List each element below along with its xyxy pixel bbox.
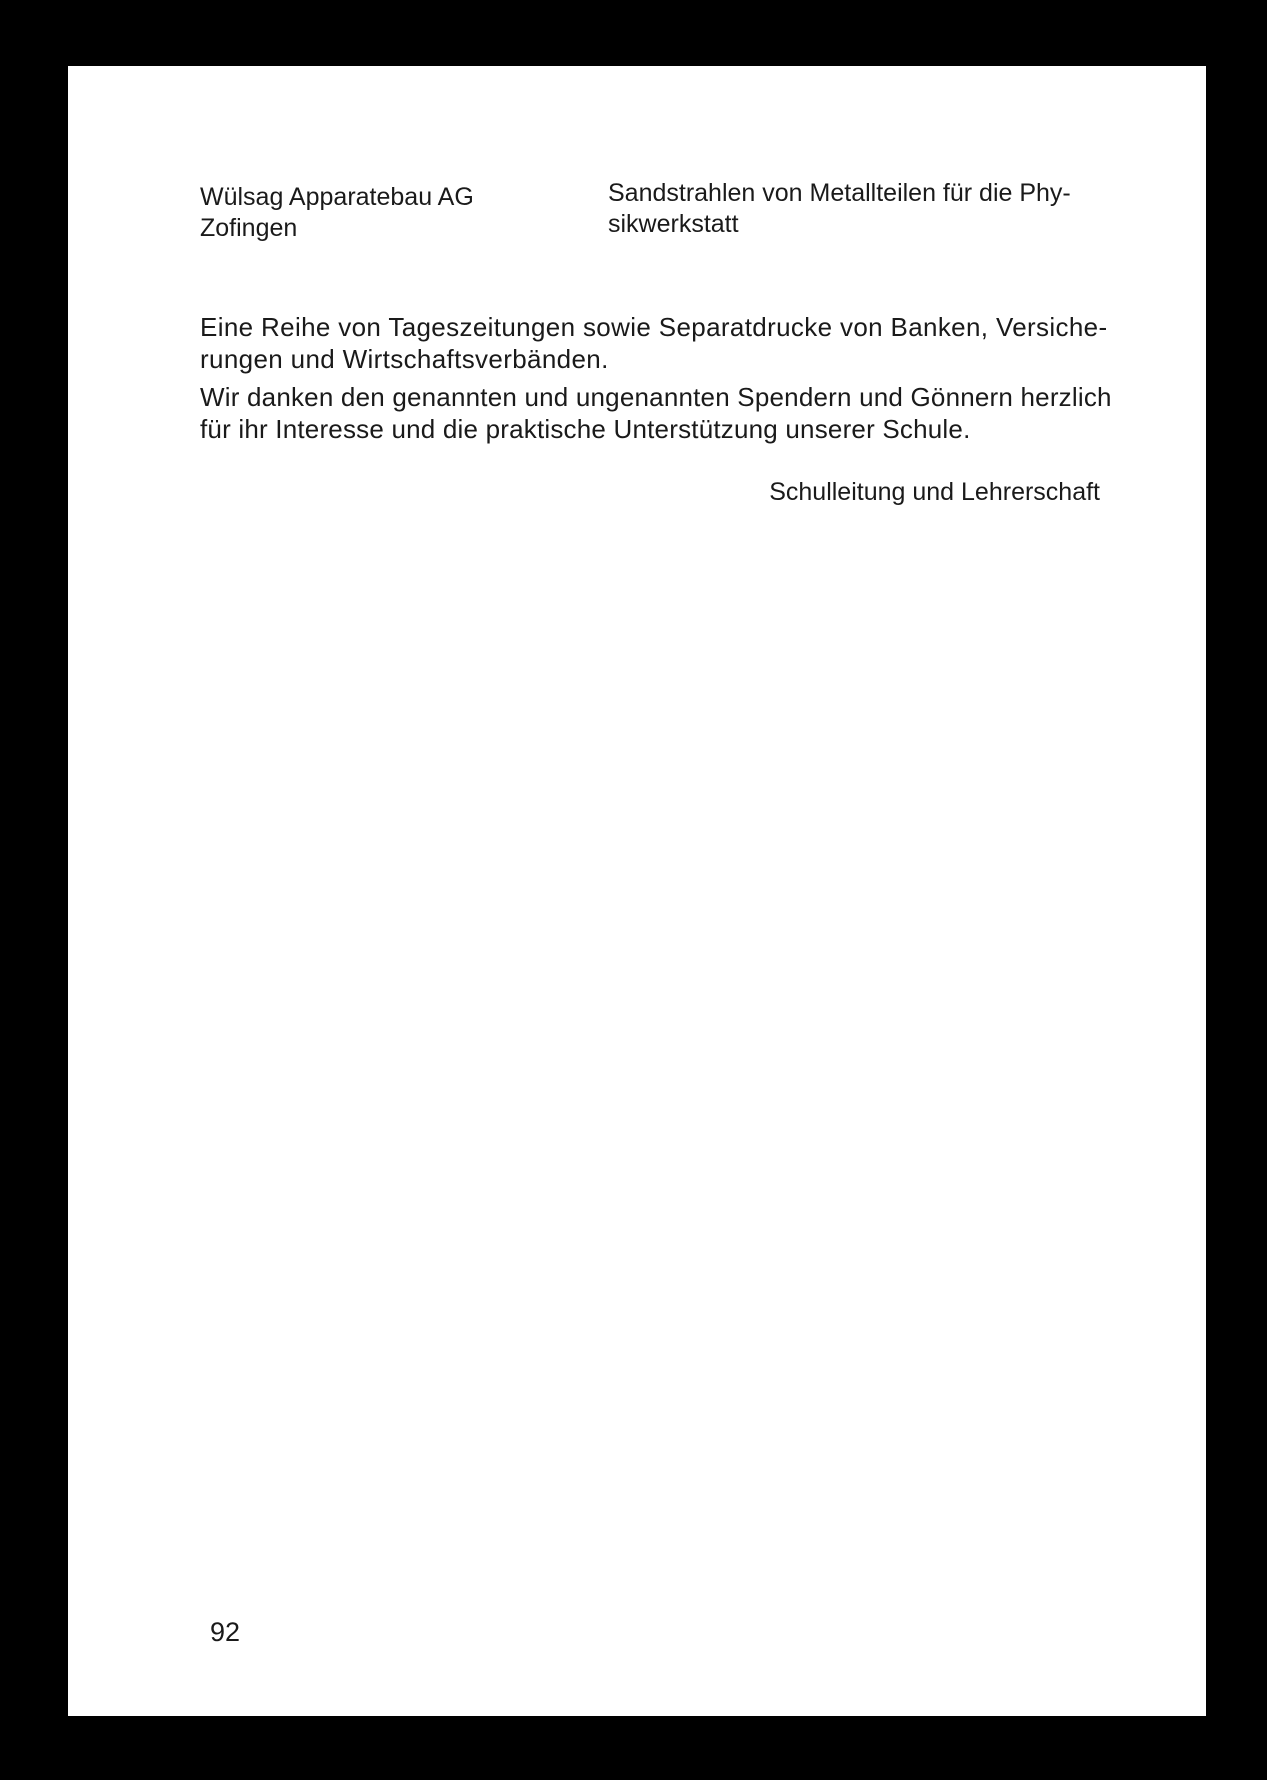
sponsor-name-line: Wülsag Apparatebau AG — [200, 183, 474, 211]
sponsor-location-line: Zofingen — [200, 214, 298, 242]
sponsor-description-line: sikwerkstatt — [608, 210, 739, 238]
signature: Schulleitung und Lehrerschaft — [769, 478, 1100, 506]
paragraph-thanks — [200, 381, 1160, 445]
sponsor-description — [608, 178, 1098, 240]
paragraph-line: Eine Reihe von Tageszeitungen sowie Separatdrucke von Banken, Versiche- — [200, 312, 1108, 342]
paragraph-line: Wir danken den genannten und ungenannten Spendern und Gönnern herzlich — [200, 382, 1112, 412]
document-page — [68, 66, 1206, 1716]
paragraph-line: für ihr Interesse und die praktische Unterstützung unserer Schule. — [200, 414, 971, 444]
sponsor-name — [200, 182, 560, 244]
page-number: 92 — [210, 1617, 241, 1647]
paragraph-newspapers — [200, 311, 1160, 375]
sponsor-description-line: Sandstrahlen von Metallteilen für die Phy- — [608, 179, 1071, 207]
paragraph-line: rungen und Wirtschaftsverbänden. — [200, 344, 609, 374]
